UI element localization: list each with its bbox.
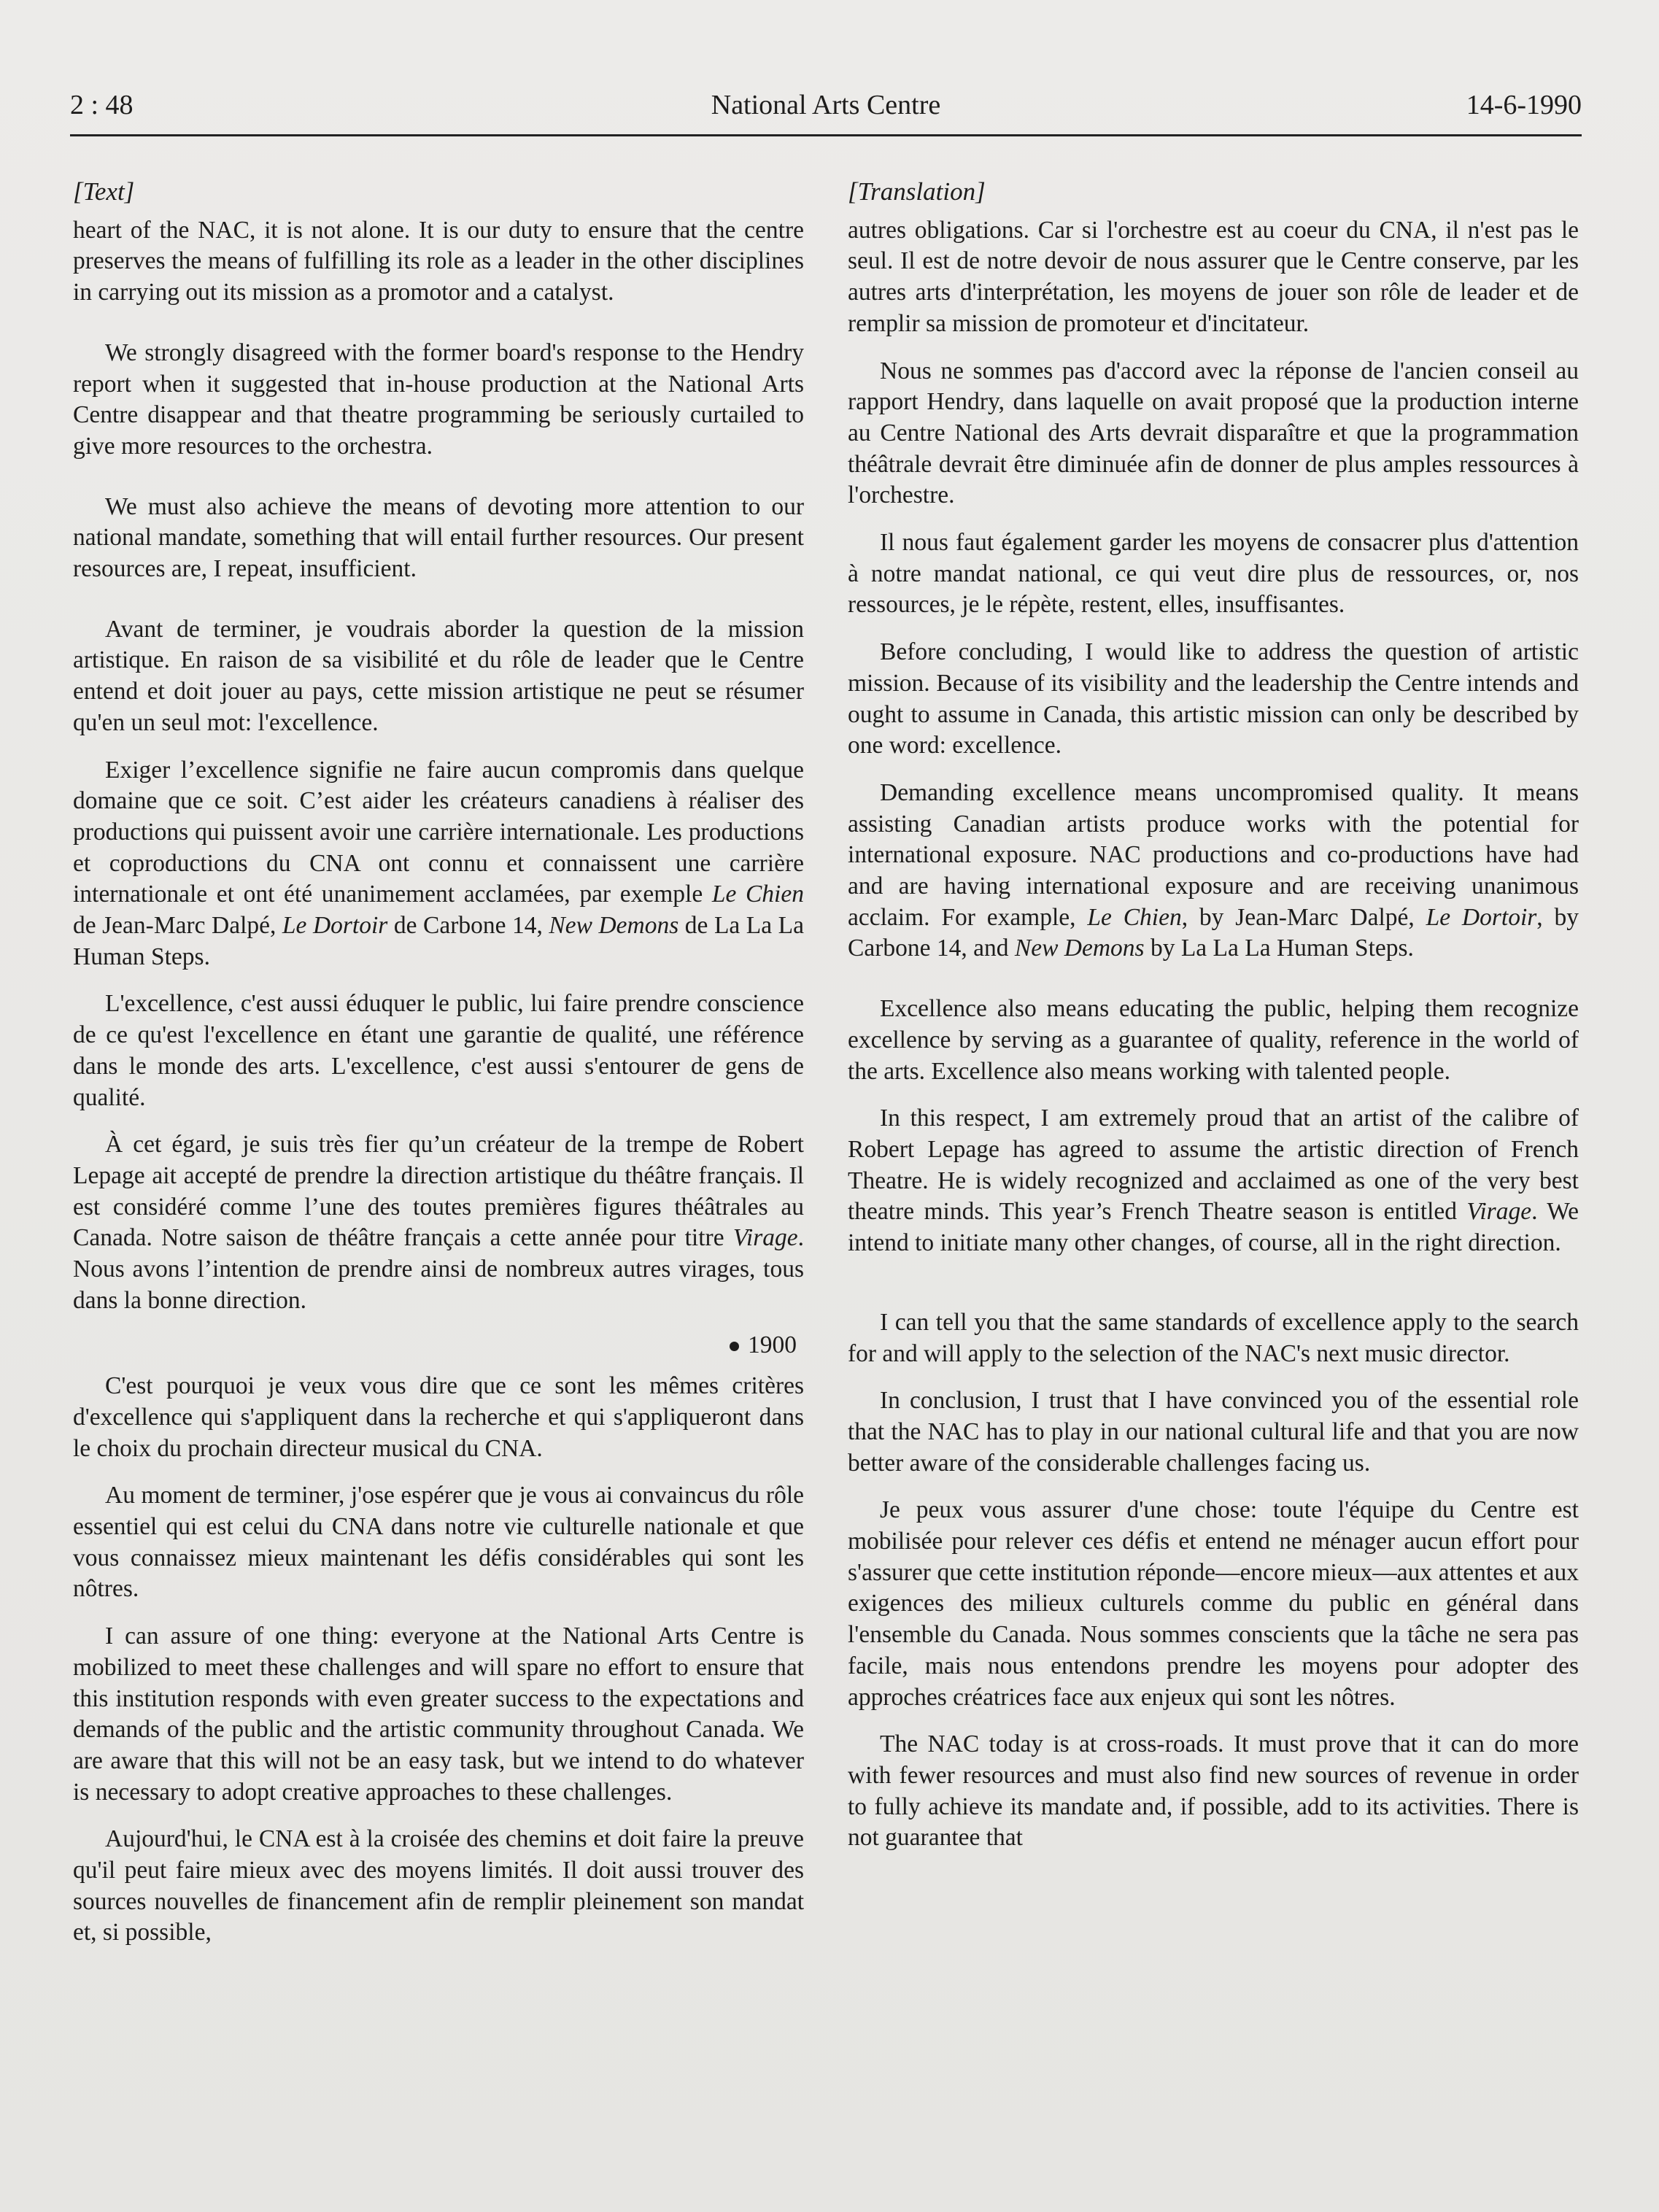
- paragraph: The NAC today is at cross-roads. It must prove that it can do more with fewer resources and must also find new sources of revenue in order to fully achieve its mandate and, if possible, add to its activities. There is not guarantee that: [848, 1730, 1579, 1852]
- paragraph: L'excellence, c'est aussi éduquer le public, lui faire prendre conscience de ce qu'est l'excellence en étant une garantie de qualité, une référence dans le monde des arts. L'excellence, c'est aussi s'entourer de gens de qualité.: [73, 990, 804, 1111]
- paragraph: Nous ne sommes pas d'accord avec la réponse de l'ancien conseil au rapport Hendry, dans laquelle on avait proposé que la production interne au Centre National des Arts devrait disparaître et que la programmation théâtrale devrait être diminuée afin de donner de plus amples ressources à l'orchestre.: [848, 357, 1579, 509]
- paragraph: I can tell you that the same standards of excellence apply to the search for and will apply to the selection of the NAC's next music director.: [848, 1308, 1579, 1367]
- paragraph: Exiger l’excellence signifie ne faire aucun compromis dans quelque domaine que ce soit. C’est aider les créateurs canadiens à réaliser des productions qui puissent avoir une carrière internationale. Les productions et coproductions du CNA ont connu et connaissent une carrière internationale et ont été unanimement acclamées, par exemple Le Chien de Jean-Marc Dalpé, Le Dortoir de Carbone 14, New Demons de La La La Human Steps.: [73, 756, 804, 970]
- page-number: 2 : 48: [70, 90, 134, 120]
- page-date: 14-6-1990: [1466, 90, 1582, 120]
- time-marker: [73, 1330, 797, 1361]
- paragraph: Je peux vous assurer d'une chose: toute l'équipe du Centre est mobilisée pour relever ces défis et entend ne ménager aucun effort pour s'assurer que cette institution réponde—encore mieux—aux attentes et aux exigences des milieux culturels comme du public en général dans l'ensemble du Canada. Nous sommes conscients que la tâche ne sera pas facile, mais nous entendons prendre les moyens pour adopter des approches créatrices face aux enjeux qui sont les nôtres.: [848, 1496, 1579, 1711]
- paragraph: Before concluding, I would like to address the question of artistic mission. Because of its visibility and the leadership the Centre intends and ought to assume in Canada, this artistic mission can only be described by one word: excellence.: [848, 638, 1579, 759]
- paragraph: heart of the NAC, it is not alone. It is our duty to ensure that the centre preserves the means of fulfilling its role as a leader in the other disciplines in carrying out its mission as a promotor and a catalyst.: [73, 216, 804, 306]
- paragraph: À cet égard, je suis très fier qu’un créateur de la trempe de Robert Lepage ait accepté de prendre la direction artistique du théâtre français. Il est considéré comme l’une des toutes premières figures théâtrales au Canada. Notre saison de théâtre français a cette année pour titre Virage. Nous avons l’intention de prendre ainsi de nombreux autres virages, tous dans la bonne direction.: [73, 1131, 804, 1314]
- page-title: National Arts Centre: [711, 90, 941, 120]
- column-label-translation: [Translation]: [848, 177, 986, 206]
- right-column: [848, 177, 1579, 1870]
- paragraph: autres obligations. Car si l'orchestre est au coeur du CNA, il n'est pas le seul. Il est de notre devoir de nous assurer que le Centre conserve, par les autres arts d'interprétation, les moyens de jouer son rôle de leader et de remplir sa mission de promoteur et d'incitateur.: [848, 216, 1579, 337]
- paragraph: In this respect, I am extremely proud that an artist of the calibre of Robert Lepage has agreed to assume the artistic direction of French Theatre. He is widely recognized and acclaimed as one of the very best theatre minds. This year’s French Theatre season is entitled Virage. We intend to initiate many other changes, of course, all in the right direction.: [848, 1105, 1579, 1257]
- paragraph: Demanding excellence means uncompromised quality. It means assisting Canadian artists produce works with the potential for international exposure. NAC productions and co-productions have had and are having international exposure and are receiving unanimous acclaim. For example, Le Chien, by Jean-Marc Dalpé, Le Dortoir, by Carbone 14, and New Demons by La La La Human Steps.: [848, 778, 1579, 962]
- time-marker-value: 1900: [748, 1331, 797, 1358]
- paragraph: I can assure of one thing: everyone at the National Arts Centre is mobilized to meet these challenges and will spare no effort to ensure that this institution responds with even greater success to the expectations and demands of the public and the artistic community throughout Canada. We are aware that this will not be an easy task, but we intend to do whatever is necessary to adopt creative approaches to these challenges.: [73, 1623, 804, 1806]
- paragraph: In conclusion, I trust that I have convinced you of the essential role that the NAC has to play in our national cultural life and that you are now better aware of the considerable challenges facing us.: [848, 1387, 1579, 1477]
- bullet-icon: [730, 1342, 739, 1351]
- column-label-text: [Text]: [73, 177, 135, 206]
- paragraph: We strongly disagreed with the former board's response to the Hendry report when it suggested that in-house production at the National Arts Centre disappear and that theatre programming be seriously curtailed to give more resources to the orchestra.: [73, 339, 804, 460]
- page-header: [70, 86, 1582, 136]
- paragraph: C'est pourquoi je veux vous dire que ce sont les mêmes critères d'excellence qui s'appliquent dans la recherche et qui s'appliqueront dans le choix du prochain directeur musical du CNA.: [73, 1372, 804, 1462]
- left-column: [73, 177, 804, 1965]
- paragraph: Il nous faut également garder les moyens de consacrer plus d'attention à notre mandat national, ce qui veut dire plus de ressources, or, nos ressources, je le répète, restent, elles, insuffisantes.: [848, 529, 1579, 619]
- paragraph: Aujourd'hui, le CNA est à la croisée des chemins et doit faire la preuve qu'il peut faire mieux avec des moyens limités. Il doit aussi trouver des sources nouvelles de financement afin de remplir pleinement son mandat et, si possible,: [73, 1825, 804, 1946]
- paragraph: We must also achieve the means of devoting more attention to our national mandate, something that will entail further resources. Our present resources are, I repeat, insufficient.: [73, 492, 804, 583]
- paragraph: Avant de terminer, je voudrais aborder la question de la mission artistique. En raison de sa visibilité et du rôle de leader que le Centre entend et doit jouer au pays, cette mission artistique ne peut se résumer qu'en un seul mot: l'excellence.: [73, 615, 804, 736]
- paragraph: Excellence also means educating the public, helping them recognize excellence by serving as a guarantee of quality, reference in the world of the arts. Excellence also means working with talented people.: [848, 995, 1579, 1085]
- paragraph: Au moment de terminer, j'ose espérer que je vous ai convaincus du rôle essentiel qui est celui du CNA dans notre vie culturelle nationale et que vous connaissez mieux maintenant les défis considérables qui sont les nôtres.: [73, 1482, 804, 1603]
